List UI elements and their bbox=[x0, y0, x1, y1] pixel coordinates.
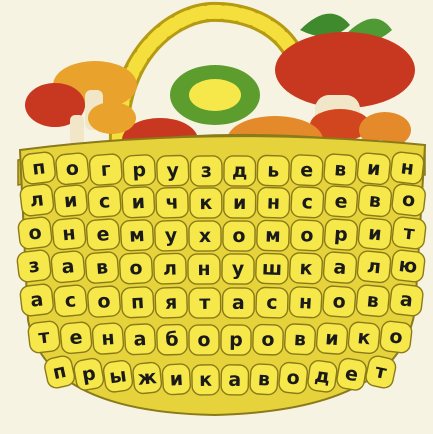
grid-cell[interactable] bbox=[124, 324, 156, 356]
grid-letter: р bbox=[131, 158, 147, 182]
grid-cell[interactable] bbox=[154, 253, 187, 284]
grid-letter: м bbox=[128, 223, 146, 247]
grid-letter: а bbox=[133, 327, 147, 351]
grid-cell[interactable] bbox=[358, 184, 392, 217]
grid-cell[interactable] bbox=[162, 364, 191, 396]
grid-cell[interactable] bbox=[19, 183, 54, 216]
grid-cell[interactable] bbox=[278, 362, 308, 394]
grid-cell[interactable] bbox=[348, 321, 381, 354]
grid-letter: е bbox=[68, 326, 84, 350]
grid-cell[interactable] bbox=[19, 283, 54, 316]
grid-cell[interactable] bbox=[156, 187, 189, 218]
grid-cell[interactable] bbox=[189, 325, 219, 355]
grid-letter: б bbox=[165, 328, 179, 351]
grid-cell[interactable] bbox=[88, 185, 122, 217]
grid-cell[interactable] bbox=[390, 249, 425, 282]
grid-letter: г bbox=[100, 158, 112, 181]
grid-cell[interactable] bbox=[53, 284, 87, 317]
grid-letter: а bbox=[398, 288, 415, 312]
grid-letter: з bbox=[200, 159, 212, 183]
grid-letter: т bbox=[37, 325, 51, 349]
grid-letter: е bbox=[299, 158, 314, 182]
grid-cell[interactable] bbox=[356, 284, 390, 317]
grid-cell[interactable] bbox=[222, 288, 254, 318]
grid-cell[interactable] bbox=[27, 320, 60, 353]
grid-letter: о bbox=[128, 256, 144, 280]
grid-cell[interactable] bbox=[53, 184, 87, 217]
grid-cell[interactable] bbox=[121, 286, 154, 318]
grid-cell[interactable] bbox=[224, 156, 256, 186]
grid-letter: е bbox=[333, 190, 349, 214]
grid-letter: с bbox=[301, 191, 314, 214]
grid-cell[interactable] bbox=[190, 156, 222, 186]
grid-cell[interactable] bbox=[257, 155, 289, 186]
grid-cell[interactable] bbox=[250, 364, 279, 396]
grid-cell[interactable] bbox=[357, 152, 391, 185]
grid-letter: п bbox=[31, 156, 47, 180]
grid-cell[interactable] bbox=[192, 365, 220, 396]
grid-cell[interactable] bbox=[323, 153, 357, 185]
grid-cell[interactable] bbox=[132, 362, 162, 394]
grid-letter: о bbox=[96, 290, 112, 314]
grid-letter: а bbox=[29, 288, 45, 312]
grid-cell[interactable] bbox=[92, 323, 124, 355]
grid-cell[interactable] bbox=[17, 216, 52, 249]
grid-letter: с bbox=[98, 190, 111, 213]
grid-letter: с bbox=[266, 291, 278, 314]
grid-letter: д bbox=[313, 364, 332, 389]
grid-cell[interactable] bbox=[85, 251, 119, 283]
grid-letter: с bbox=[63, 289, 78, 313]
grid-letter: а bbox=[231, 291, 245, 315]
grid-cell[interactable] bbox=[155, 287, 188, 318]
grid-letter: и bbox=[63, 189, 79, 213]
grid-letter: к bbox=[198, 368, 213, 392]
grid-letter: к bbox=[356, 326, 372, 350]
grid-cell[interactable] bbox=[119, 252, 153, 284]
grid-cell[interactable] bbox=[336, 357, 368, 391]
grid-cell[interactable] bbox=[389, 283, 424, 316]
grid-letter: л bbox=[366, 255, 382, 279]
grid-letter: а bbox=[332, 256, 348, 280]
grid-letter: о bbox=[285, 366, 301, 390]
grid-letter: ы bbox=[108, 364, 128, 389]
grid-letter: е bbox=[95, 223, 111, 247]
grid-cell[interactable] bbox=[224, 188, 256, 218]
grid-cell[interactable] bbox=[256, 253, 289, 284]
grid-cell[interactable] bbox=[289, 286, 322, 318]
grid-cell[interactable] bbox=[257, 220, 290, 251]
grid-cell[interactable] bbox=[60, 321, 93, 354]
grid-letter: к bbox=[298, 256, 314, 280]
grid-letter: в bbox=[95, 256, 109, 280]
grid-cell[interactable] bbox=[51, 250, 86, 283]
grid-letter: о bbox=[331, 290, 347, 314]
grid-cell[interactable] bbox=[87, 285, 121, 317]
grid-letter: ю bbox=[397, 254, 419, 278]
grid-cell[interactable] bbox=[73, 357, 105, 391]
grid-cell[interactable] bbox=[89, 153, 123, 185]
grid-letter: п bbox=[50, 359, 69, 385]
grid-cell[interactable] bbox=[324, 218, 358, 250]
grid-cell[interactable] bbox=[157, 155, 189, 186]
grid-cell[interactable] bbox=[189, 288, 221, 318]
grid-letter: л bbox=[162, 257, 178, 280]
grid-letter: р bbox=[80, 362, 98, 387]
grid-cell[interactable] bbox=[391, 183, 426, 216]
grid-cell[interactable] bbox=[253, 324, 284, 355]
grid-cell[interactable] bbox=[391, 216, 426, 249]
grid-letter: п bbox=[130, 290, 145, 314]
grid-cell[interactable] bbox=[190, 188, 222, 218]
grid-letter: а bbox=[60, 255, 76, 279]
grid-cell[interactable] bbox=[189, 221, 221, 251]
grid-letter: о bbox=[299, 223, 315, 247]
grid-letter: я bbox=[164, 291, 178, 314]
grid-cell[interactable] bbox=[123, 154, 156, 186]
grid-cell[interactable] bbox=[157, 324, 188, 355]
grid-cell[interactable] bbox=[103, 360, 134, 393]
grid-cell[interactable] bbox=[290, 154, 323, 186]
grid-letter: д bbox=[232, 159, 248, 183]
grid-cell[interactable] bbox=[52, 217, 87, 250]
grid-letter: м bbox=[264, 224, 282, 247]
grid-letter: н bbox=[399, 156, 416, 180]
grid-cell[interactable] bbox=[257, 187, 290, 218]
grid-cell[interactable] bbox=[291, 186, 324, 218]
grid-letter: ж bbox=[136, 366, 158, 390]
grid-letter: ш bbox=[261, 257, 283, 281]
grid-cell[interactable] bbox=[155, 220, 188, 251]
grid-cell[interactable] bbox=[16, 249, 51, 282]
grid-cell[interactable] bbox=[358, 217, 393, 250]
grid-letter: н bbox=[100, 327, 116, 351]
grid-letter: з bbox=[27, 254, 41, 278]
grid-cell[interactable] bbox=[323, 251, 357, 283]
grid-letter: ь bbox=[266, 159, 280, 182]
grid-letter: н bbox=[61, 222, 77, 246]
grid-cell[interactable] bbox=[122, 186, 155, 218]
grid-cell[interactable] bbox=[379, 320, 412, 353]
grid-cell[interactable] bbox=[221, 325, 251, 355]
grid-letter: у bbox=[231, 257, 245, 281]
grid-letter: н bbox=[197, 257, 211, 281]
grid-letter: в bbox=[365, 289, 380, 313]
grid-letter: о bbox=[27, 221, 43, 245]
grid-cell[interactable] bbox=[188, 254, 220, 284]
grid-cell[interactable] bbox=[21, 151, 56, 184]
grid-letter: и bbox=[366, 157, 382, 181]
grid-cell[interactable] bbox=[322, 285, 356, 317]
grid-letter: у bbox=[164, 224, 178, 247]
grid-cell[interactable] bbox=[307, 360, 338, 393]
grid-letter: и bbox=[232, 191, 247, 215]
grid-letter: ч bbox=[165, 191, 179, 214]
grid-cell[interactable] bbox=[289, 252, 323, 284]
grid-cell[interactable] bbox=[120, 219, 154, 251]
grid-cell[interactable] bbox=[256, 287, 289, 318]
grid-letter: и bbox=[367, 222, 383, 246]
grid-letter: в bbox=[367, 189, 382, 213]
grid-letter: о bbox=[261, 328, 275, 351]
grid-letter: и bbox=[131, 190, 146, 214]
grid-letter: о bbox=[197, 328, 211, 352]
grid-letter: о bbox=[232, 224, 246, 248]
grid-letter: р bbox=[333, 223, 349, 247]
grid-letter: о bbox=[400, 188, 417, 212]
grid-cell[interactable] bbox=[86, 218, 120, 250]
grid-letter: о bbox=[64, 157, 80, 181]
grid-letter: в bbox=[293, 328, 307, 351]
grid-letter: н bbox=[266, 191, 281, 214]
grid-letter: т bbox=[199, 291, 211, 315]
grid-cell[interactable] bbox=[55, 152, 89, 185]
grid-cell[interactable] bbox=[390, 151, 425, 184]
grid-cell[interactable] bbox=[290, 219, 324, 251]
grid-cell[interactable] bbox=[221, 365, 249, 396]
grid-letter: в bbox=[333, 158, 348, 182]
grid-letter: р bbox=[229, 328, 243, 352]
grid-cell[interactable] bbox=[223, 221, 255, 251]
grid-cell[interactable] bbox=[284, 324, 316, 356]
grid-letter: х bbox=[198, 224, 212, 248]
grid-letter: в bbox=[257, 367, 271, 391]
grid-letter: у bbox=[166, 159, 180, 182]
grid-letter: о bbox=[388, 325, 404, 349]
grid-cell[interactable] bbox=[316, 323, 348, 355]
grid-letter: т bbox=[402, 221, 416, 245]
grid-cell[interactable] bbox=[357, 250, 392, 283]
grid-cell[interactable] bbox=[324, 185, 358, 217]
grid-letter: т bbox=[373, 360, 389, 384]
grid-letter: а bbox=[228, 368, 242, 392]
grid-letter: и bbox=[169, 367, 184, 391]
grid-letter: н bbox=[298, 290, 313, 314]
grid-letter: и bbox=[324, 327, 340, 351]
grid-letter: к bbox=[199, 191, 213, 215]
grid-cell[interactable] bbox=[222, 254, 254, 284]
grid-letter: е bbox=[343, 362, 360, 387]
grid-letter: л bbox=[28, 188, 46, 212]
